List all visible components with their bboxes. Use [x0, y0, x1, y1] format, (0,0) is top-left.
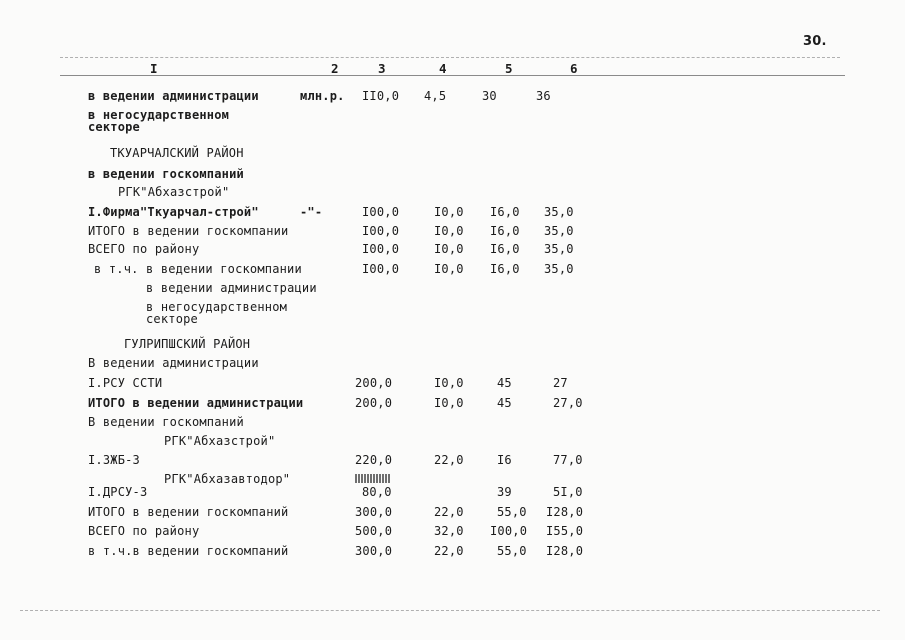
header-rule — [60, 75, 845, 76]
strikeout-mark — [355, 474, 391, 483]
col-header-5: 5 — [505, 61, 513, 76]
row-unit: -"- — [300, 205, 323, 219]
cell-c6: 35,0 — [544, 205, 574, 219]
row-unit: млн.р. — [300, 89, 345, 103]
cell-c5: I6,0 — [490, 262, 520, 276]
cell-c4: I0,0 — [434, 262, 464, 276]
col-header-4: 4 — [439, 61, 447, 76]
cell-c4: I0,0 — [434, 224, 464, 238]
cell-c5: I6,0 — [490, 205, 520, 219]
cell-c6: I28,0 — [546, 544, 584, 558]
row-label: РГК"Абхазстрой" — [118, 185, 230, 199]
cell-c3: II0,0 — [362, 89, 400, 103]
cell-c4: I0,0 — [434, 205, 464, 219]
cell-c6: 35,0 — [544, 262, 574, 276]
cell-c4: 4,5 — [424, 89, 447, 103]
row-label: I.ДРСУ-3 — [88, 485, 148, 499]
cell-c4: I0,0 — [434, 376, 464, 390]
cell-c6: 35,0 — [544, 242, 574, 256]
row-label: I.РСУ ССТИ — [88, 376, 163, 390]
row-label: в ведении администрации — [146, 281, 317, 295]
cell-c6: I55,0 — [546, 524, 584, 538]
row-label: в ведении госкомпаний — [88, 167, 244, 181]
cell-c6: 77,0 — [553, 453, 583, 467]
col-header-1: I — [150, 61, 158, 76]
row-label: в негосударственном — [146, 300, 288, 314]
cell-c5: I6 — [497, 453, 512, 467]
page-number: 30. — [803, 34, 827, 49]
row-label: ВСЕГО по району — [88, 242, 200, 256]
row-label: в т.ч.в ведении госкомпаний — [88, 544, 289, 558]
col-header-6: 6 — [570, 61, 578, 76]
row-label: ВСЕГО по району — [88, 524, 200, 538]
row-label: В ведении администрации — [88, 356, 259, 370]
row-label: I.Фирма"Ткуарчал-строй" — [88, 205, 259, 219]
cell-c4: 32,0 — [434, 524, 464, 538]
row-label: ИТОГО в ведении госкомпаний — [88, 505, 289, 519]
cell-c6: 35,0 — [544, 224, 574, 238]
cell-c3: 300,0 — [355, 544, 393, 558]
cell-c5: 45 — [497, 376, 512, 390]
row-label: в т.ч. в ведении госкомпании — [94, 262, 302, 276]
row-label: в негосударственном — [88, 108, 230, 122]
cell-c3: 200,0 — [355, 396, 393, 410]
cell-c5: 55,0 — [497, 544, 527, 558]
top-dashed-rule — [60, 57, 840, 58]
cell-c5: 39 — [497, 485, 512, 499]
section-title: ГУЛРИПШСКИЙ РАЙОН — [124, 337, 251, 351]
cell-c3: I00,0 — [362, 262, 400, 276]
cell-c4: 22,0 — [434, 505, 464, 519]
row-label: I.ЗЖБ-3 — [88, 453, 140, 467]
cell-c5: 55,0 — [497, 505, 527, 519]
cell-c3: I00,0 — [362, 242, 400, 256]
row-label: в ведении администрации — [88, 89, 259, 103]
cell-c5: 30 — [482, 89, 497, 103]
cell-c6: 36 — [536, 89, 551, 103]
bottom-page-edge — [20, 610, 880, 611]
col-header-2: 2 — [331, 61, 339, 76]
cell-c6: 27 — [553, 376, 568, 390]
cell-c6: I28,0 — [546, 505, 584, 519]
row-label: В ведении госкомпаний — [88, 415, 244, 429]
cell-c3: 220,0 — [355, 453, 393, 467]
cell-c3: 300,0 — [355, 505, 393, 519]
cell-c5: I6,0 — [490, 224, 520, 238]
cell-c5: 45 — [497, 396, 512, 410]
cell-c3: I00,0 — [362, 205, 400, 219]
cell-c3: 200,0 — [355, 376, 393, 390]
row-label: секторе — [88, 120, 140, 134]
row-label: секторе — [146, 312, 198, 326]
row-label: РГК"Абхазавтодор" — [164, 472, 291, 486]
cell-c4: I0,0 — [434, 242, 464, 256]
section-title: ТКУАРЧАЛСКИЙ РАЙОН — [110, 146, 244, 160]
cell-c4: I0,0 — [434, 396, 464, 410]
cell-c6: 5I,0 — [553, 485, 583, 499]
row-label: ИТОГО в ведении администрации — [88, 396, 304, 410]
row-label: РГК"Абхазстрой" — [164, 434, 276, 448]
cell-c5: I00,0 — [490, 524, 528, 538]
cell-c3: I00,0 — [362, 224, 400, 238]
row-label: ИТОГО в ведении госкомпании — [88, 224, 289, 238]
cell-c3: 80,0 — [362, 485, 392, 499]
cell-c4: 22,0 — [434, 544, 464, 558]
cell-c5: I6,0 — [490, 242, 520, 256]
cell-c6: 27,0 — [553, 396, 583, 410]
cell-c3: 500,0 — [355, 524, 393, 538]
col-header-3: 3 — [378, 61, 386, 76]
cell-c4: 22,0 — [434, 453, 464, 467]
